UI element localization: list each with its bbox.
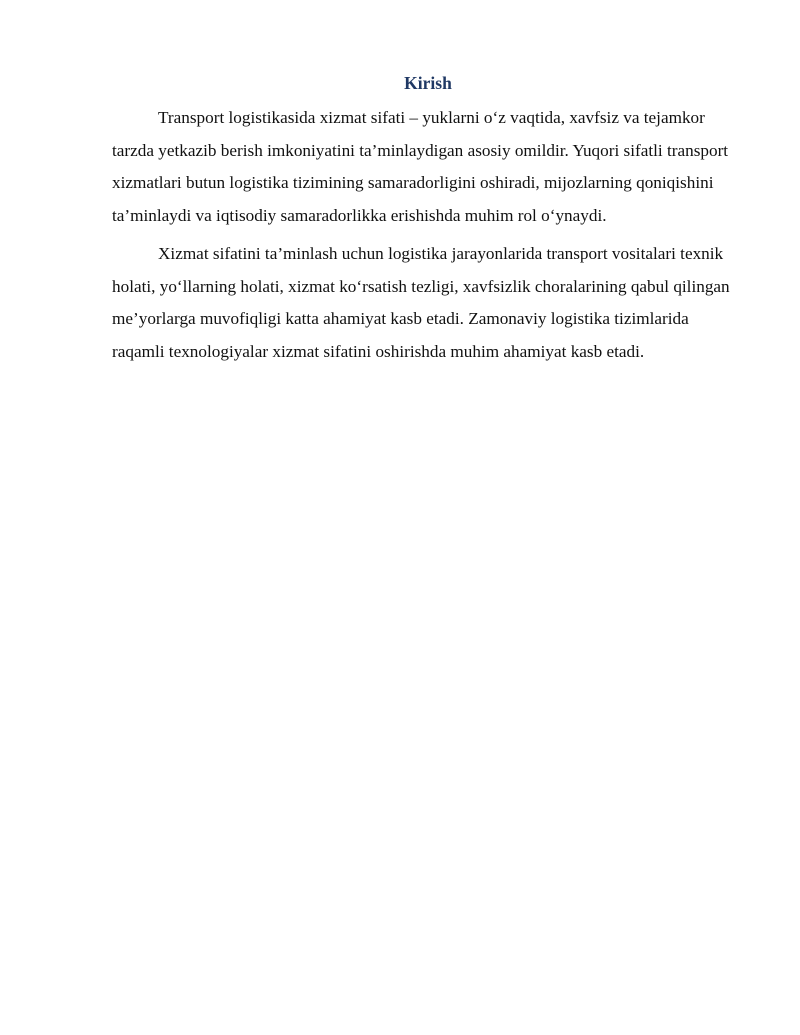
document-body — [112, 102, 744, 368]
paragraph-1: Transport logistikasida xizmat sifati – yuklarni o‘z vaqtida, xavfsiz va tejamkor tarzda yetkazib berish imkoniyatini ta’minlaydigan asosiy omildir. Yuqori sifatli transport xizmatlari butun logistika tizimining samaradorligini oshiradi, mijozlarning qoniqishini ta’minlaydi va iqtisodiy samaradorlikka erishishda muhim rol o‘ynaydi. — [112, 108, 729, 225]
page-heading: Kirish — [404, 73, 452, 93]
paragraph-2: Xizmat sifatini ta’minlash uchun logistika jarayonlarida transport vositalari texnik holati, yo‘llarning holati, xizmat ko‘rsatish tezligi, xavfsizlik choralarining qabul qilingan me’yorlarga muvofiqligi katta ahamiyat kasb etadi. Zamonaviy logistika tizimlarida raqamli texnologiyalar xizmat sifatini oshirishda muhim ahamiyat kasb etadi. — [112, 244, 730, 361]
